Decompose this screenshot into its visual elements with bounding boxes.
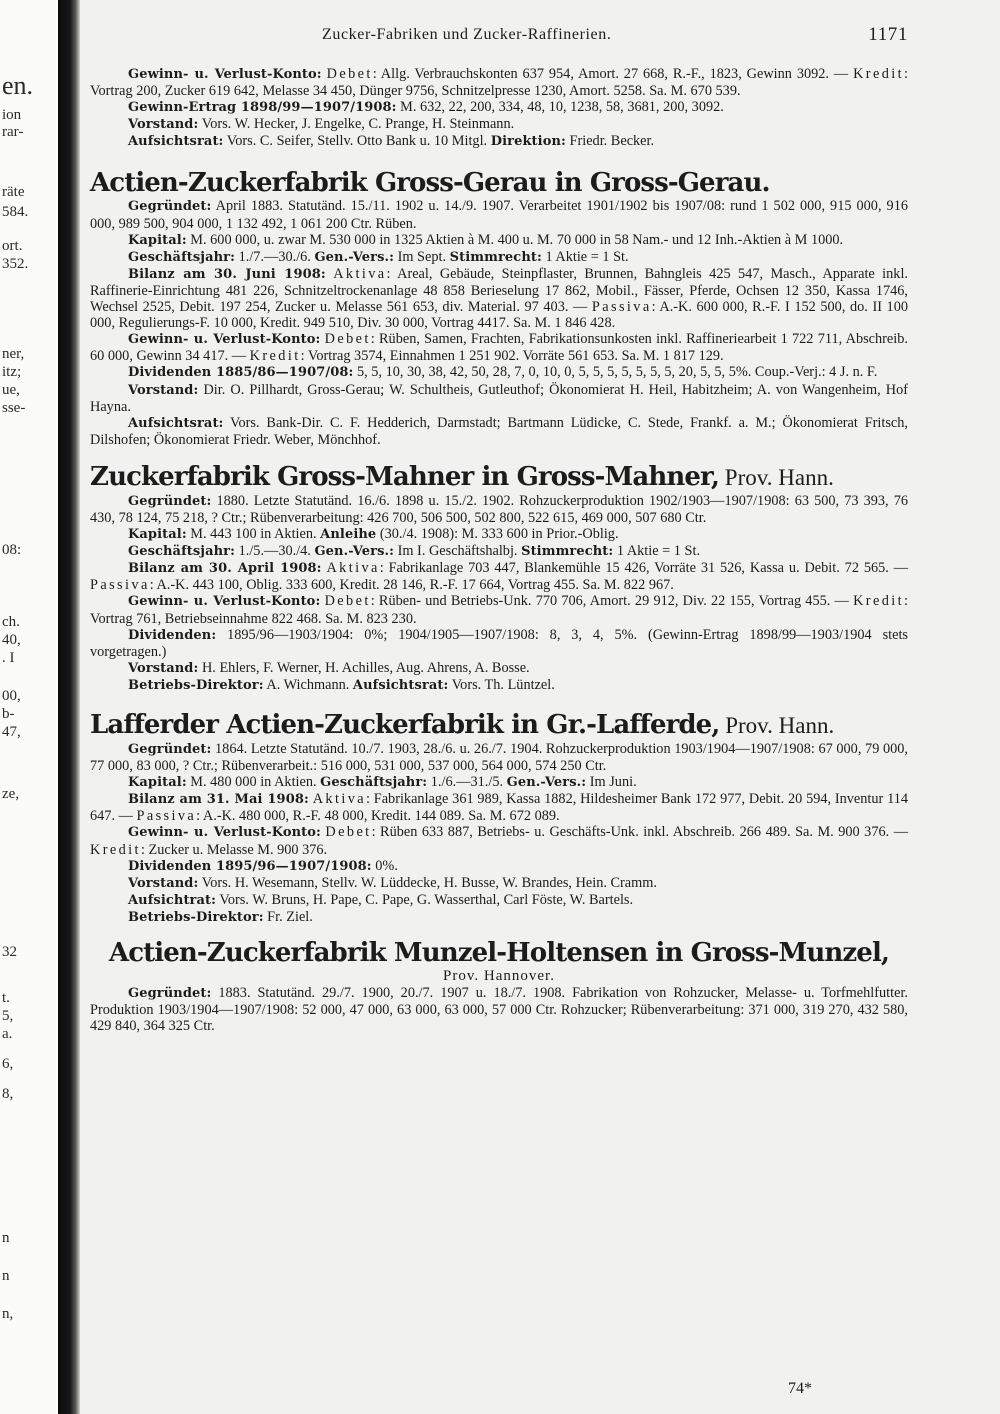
left-page-fragment: 08: (2, 542, 22, 558)
page-number: 1171 (868, 24, 908, 45)
field-text: Dir. O. Pillhardt, Gross-Gerau; W. Schultheis, Gutleuthof; Ökonomierat H. Heil, Habitzheim; A. von Wangenheim, Hof Hayna. (90, 381, 908, 415)
spaced-label: Debet (324, 331, 371, 348)
entry-paragraph (90, 858, 908, 875)
entry-paragraph (90, 133, 908, 150)
company-name: Actien-Zuckerfabrik Munzel-Holtensen in Gross-Munzel, (108, 938, 890, 969)
entry-paragraph (90, 266, 908, 331)
left-page-margin (0, 0, 58, 1414)
field-text: : Vortrag 761, Betriebseinnahme 822 468. Sa. M. 823 230. (90, 593, 908, 627)
spaced-label: Aktiva (326, 560, 380, 577)
field-text: Vors. C. Seifer, Stellv. Otto Bank u. 10 Mitgl. (223, 133, 491, 150)
page-body (90, 66, 908, 1034)
company-name: Lafferder Actien-Zuckerfabrik in Gr.-Lafferde, (90, 710, 720, 740)
entry-paragraph (90, 985, 908, 1034)
field-text: 1 Aktie = 1 St. (541, 248, 629, 265)
entry-paragraph (90, 627, 908, 660)
company-entry (90, 168, 908, 447)
entry-paragraph (90, 493, 908, 526)
field-text: : Rüben, Samen, Frachten, Fabrikationsunkosten inkl. Raffineriearbeit 1 722 711, Abschreib. 60 000, Gewinn 34 417. — (90, 331, 908, 365)
left-page-fragment: sse- (2, 400, 26, 416)
field-text: 1883. Statutänd. 29./7. 1900, 20./7. 1907 u. 18./7. 1908. Fabrikation von Rohzucker, Melasse- u. Torfmehlfutter. Produktion 1903/1904—1907/1908: 52 000, 47 000, 63 000, 63 000, 57 000 Ctr. Rohzucker; Rübenverarbeitung: 371 000, 319 270, 432 580, 429 840, 364 325 Ctr. (90, 985, 908, 1035)
left-page-fragment: . I (2, 650, 15, 666)
field-label: Gewinn-Ertrag 1898/99—1907/1908: (128, 100, 397, 116)
entry-paragraph (90, 526, 908, 543)
field-text: H. Ehlers, F. Werner, H. Achilles, Aug. Ahrens, A. Bosse. (198, 659, 530, 676)
left-page-fragment: b- (2, 706, 15, 722)
field-label: Gegründet: (128, 199, 212, 215)
company-heading (90, 710, 908, 741)
entry-paragraph (90, 249, 908, 266)
book-spine-shadow (58, 0, 80, 1414)
entry-paragraph (90, 415, 908, 448)
running-head-title: Zucker-Fabriken und Zucker-Raffinerien. (322, 26, 612, 43)
field-label: Bilanz am 30. Juni 1908: (128, 266, 326, 282)
field-label: Gewinn- u. Verlust-Konto: (128, 825, 321, 841)
field-text: : Vortrag 3574, Einnahmen 1 251 902. Vorräte 561 653. Sa. M. 1 817 129. (300, 348, 724, 365)
field-text: M. 443 100 in Aktien. (186, 526, 321, 543)
field-text: : A.-K. 600 000, R.-F. I 152 500, do. II 100 000, Regulierungs-F. 10 000, Kredit. 949 510, Div. 30 000, Vortrag 4417. Sa. M. 1 846 428. (90, 299, 909, 332)
field-label: Gewinn- u. Verlust-Konto: (128, 594, 321, 610)
spaced-label: Debet (326, 66, 373, 82)
field-label: Vorstand: (128, 875, 199, 891)
left-page-fragment: ion (2, 107, 22, 123)
field-label: Gen.-Vers.: (314, 544, 395, 560)
field-text: Vors. H. Wesemann, Stellv. W. Lüddecke, H. Busse, W. Brandes, Hein. Cramm. (198, 874, 657, 891)
company-entry (90, 66, 908, 150)
field-label: Geschäftsjahr: (128, 249, 236, 265)
field-label: Gewinn- u. Verlust-Konto: (128, 332, 321, 348)
field-text: 5, 5, 10, 30, 38, 42, 50, 28, 7, 0, 10, 0, 5, 5, 5, 5, 5, 5, 5, 20, 5, 5, 5%. Coup.-Verj.: 4 J. n. F. (353, 364, 878, 381)
entry-paragraph (90, 198, 908, 231)
field-label: Gegründet: (128, 742, 212, 757)
field-text: : Rüben- und Betriebs-Unk. 770 706, Amort. 29 912, Div. 22 155, Vortrag 455. — (370, 593, 854, 610)
field-text: A. Wichmann. (263, 676, 353, 693)
field-label: Dividenden: (128, 627, 217, 643)
field-text: Im I. Geschäftshalbj. (394, 543, 522, 560)
field-text: Vors. W. Hecker, J. Engelke, C. Prange, H. Steinmann. (198, 116, 515, 133)
left-page-fragment: 5, (2, 1008, 14, 1024)
left-page-fragment: 47, (2, 724, 21, 740)
field-label: Stimmrecht: (521, 544, 614, 560)
left-page-fragment: n (2, 1268, 10, 1284)
field-text: : Allg. Verbrauchskonten 637 954, Amort. 27 668, R.-F., 1823, Gewinn 3092. — (372, 66, 854, 82)
left-page-fragment: ch. (2, 614, 20, 630)
field-label: Aufsichtrat: (128, 892, 217, 908)
entry-paragraph (90, 892, 908, 909)
field-label: Geschäftsjahr: (320, 775, 428, 791)
entry-paragraph (90, 543, 908, 560)
company-heading (90, 938, 908, 968)
spaced-label: Passiva (591, 299, 652, 316)
field-label: Gen.-Vers.: (506, 775, 587, 791)
field-label: Dividenden 1895/96—1907/1908: (128, 858, 372, 874)
field-label: Vorstand: (128, 382, 199, 398)
field-text: 1 Aktie = 1 St. (613, 543, 701, 560)
page (90, 0, 908, 1414)
field-text: : A.-K. 480 000, R.-F. 48 000, Kredit. 144 089. Sa. M. 672 089. (196, 808, 560, 825)
left-page-fragment: n, (2, 1306, 14, 1322)
left-page-fragment: räte (2, 184, 25, 200)
field-label: Dividenden 1885/86—1907/08: (128, 365, 354, 381)
field-label: Vorstand: (128, 660, 199, 676)
field-text: 1./6.—31./5. (427, 774, 507, 791)
field-label: Gen.-Vers.: (314, 249, 395, 265)
spaced-label: Kredit (249, 348, 301, 365)
field-label: Betriebs-Direktor: (128, 677, 264, 693)
left-page-fragment: itz; (2, 364, 22, 380)
field-text: Vors. W. Bruns, H. Pape, C. Pape, G. Wasserthal, Carl Föste, W. Bartels. (216, 891, 634, 908)
field-label: Vorstand: (128, 117, 199, 133)
field-label: Betriebs-Direktor: (128, 909, 264, 925)
field-label: Bilanz am 31. Mai 1908: (128, 792, 309, 808)
field-text: 1895/96—1903/1904: 0%; 1904/1905—1907/1908: 8, 3, 4, 5%. (Gewinn-Ertrag 1898/99—1903/1904 stets vorgetragen.) (90, 626, 908, 660)
left-page-fragment: 40, (2, 632, 21, 648)
entry-paragraph (90, 741, 908, 774)
field-text: : Areal, Gebäude, Steinpflaster, Brunnen, Bahngleis 425 547, Masch., Apparate inkl. Raffinerie-Einrichtung 481 226, Schnitzeltrockenanlage 48 858 Berieselung 17 862, Mobil., Fässer, Pferde, Ochsen 12 350, Kassa 1746, Wechsel 2525, Debit. 197 254, Zucker u. Melasse 561 653, div. Material. 97 403. — (90, 265, 908, 316)
company-name: Actien-Zuckerfabrik Gross-Gerau in Gross-Gerau. (90, 168, 770, 199)
field-text: : A.-K. 443 100, Oblig. 333 600, Kredit. 28 146, R.-F. 17 664, Vortrag 455. Sa. M. 822 967. (149, 577, 674, 594)
spaced-label: Kredit (853, 66, 905, 82)
spaced-label: Aktiva (333, 265, 387, 282)
field-text: Friedr. Becker. (565, 133, 655, 150)
field-label: Kapital: (128, 775, 187, 791)
field-label: Aufsichtsrat: (352, 677, 449, 693)
field-label: Stimmrecht: (449, 249, 542, 265)
entry-paragraph (90, 66, 908, 99)
company-subtitle: Prov. Hannover. (443, 968, 555, 985)
field-text: M. 600 000, u. zwar M. 530 000 in 1325 Aktien à M. 400 u. M. 70 000 in 58 Nam.- und 12 Inh.-Aktien à M 1000. (186, 231, 844, 248)
field-text: : Vortrag 200, Zucker 619 642, Melasse 34 450, Dünger 9756, Schnitzelpresse 1230, Amort. 5258. Sa. M. 670 539. (90, 66, 908, 100)
field-label: Gegründet: (128, 986, 212, 1002)
entry-paragraph (90, 824, 908, 857)
left-page-fragment: 6, (2, 1056, 14, 1072)
field-label: Aufsichtsrat: (128, 415, 224, 431)
entry-paragraph (90, 560, 908, 593)
spaced-label: Debet (324, 593, 371, 610)
field-text: 1./7.—30./6. (235, 248, 315, 265)
field-text: M. 632, 22, 200, 334, 48, 10, 1238, 58, 3681, 200, 3092. (396, 99, 724, 116)
running-head (90, 24, 908, 46)
company-province: Prov. Hann. (719, 713, 835, 738)
left-page-fragment: n (2, 1230, 10, 1246)
left-page-fragment: ner, (2, 346, 25, 362)
left-page-fragment: a. (2, 1026, 13, 1042)
field-label: Geschäftsjahr: (128, 544, 236, 560)
field-label: Gewinn- u. Verlust-Konto: (128, 67, 322, 82)
company-heading (90, 462, 908, 493)
left-page-fragment: ue, (2, 382, 20, 398)
company-name: Zuckerfabrik Gross-Mahner in Gross-Mahner, (90, 461, 720, 492)
field-text: 1864. Letzte Statutänd. 10./7. 1903, 28./6. u. 26./7. 1904. Rohzuckerproduktion 1903/1904—1907/1908: 67 000, 79 000, 77 000, 83 000, ? Ctr.; Rübenverarbeit.: 516 000, 531 000, 537 000, 564 000, 574 250 Ctr. (90, 741, 908, 775)
field-label: Kapital: (128, 527, 187, 543)
field-text: 1880. Letzte Statutänd. 16./6. 1898 u. 15./2. 1902. Rohzuckerproduktion 1902/1903—1907/1908: 63 500, 73 393, 76 430, 78 124, 75 218, ? Ctr.; Rübenverarbeitung: 426 700, 506 500, 502 800, 522 615, 469 000, 507 680 Ctr. (90, 492, 908, 526)
entry-paragraph (90, 232, 908, 249)
field-text: April 1883. Statutänd. 15./11. 1902 u. 14./9. 1907. Verarbeitet 1901/1902 bis 1907/08: rund 1 502 000, 915 000, 916 000, 989 500, 904 000, 1 132 492, 1 061 200 Ctr. Rüben. (90, 198, 908, 232)
field-text: : Rüben 633 887, Betriebs- u. Geschäfts-Unk. inkl. Abschreib. 266 489. Sa. M. 900 376. — (371, 824, 908, 841)
entry-paragraph (90, 875, 908, 892)
entry-paragraph (90, 593, 908, 626)
left-page-fragment: 352. (2, 256, 29, 272)
field-text: : Fabrikanlage 361 989, Kassa 1882, Hildesheimer Bank 172 977, Debit. 20 594, Inventur 114 647. — (90, 791, 908, 825)
field-text: M. 480 000 in Aktien. (186, 774, 321, 791)
printer-signature-mark: 74* (788, 1380, 812, 1397)
field-label: Aufsichtsrat: (128, 134, 224, 150)
left-page-fragment: 00, (2, 688, 21, 704)
field-label: Direktion: (490, 134, 566, 150)
field-label: Anleihe (320, 527, 377, 543)
left-page-fragment: ze, (2, 786, 20, 802)
entry-paragraph (90, 774, 908, 791)
entry-paragraph (90, 331, 908, 364)
company-province: Prov. Hann. (719, 464, 834, 490)
left-page-fragment: rar- (2, 124, 24, 140)
field-text: Vors. Bank-Dir. C. F. Hedderich, Darmstadt; Bartmann Lüdicke, C. Stede, Frankf. a. M.; Ökonomierat Fritsch, Dilshofen; Ökonomierat Friedr. Weber, Mönchhof. (90, 414, 908, 448)
field-text: Fr. Ziel. (263, 908, 313, 925)
field-text: (30./4. 1908): M. 333 600 in Prior.-Oblig. (376, 526, 619, 543)
entry-paragraph (90, 677, 908, 694)
field-text: Im Juni. (586, 774, 637, 791)
entry-paragraph (90, 116, 908, 133)
field-text: Im Sept. (394, 248, 450, 265)
field-label: Gegründet: (128, 493, 212, 509)
spaced-label: Passiva (136, 808, 197, 825)
entry-paragraph (90, 909, 908, 926)
entry-paragraph (90, 660, 908, 677)
field-text: Vors. Th. Lüntzel. (448, 676, 555, 693)
entry-paragraph (90, 382, 908, 415)
spaced-label: Debet (325, 824, 372, 841)
entry-paragraph (90, 99, 908, 116)
company-heading (90, 168, 908, 198)
left-page-fragment: t. (2, 990, 10, 1006)
left-page-fragment: 8, (2, 1086, 14, 1102)
company-entry (90, 462, 908, 694)
spaced-label: Passiva (90, 577, 150, 594)
left-page-fragment: en. (2, 71, 34, 100)
spaced-label: Aktiva (312, 791, 366, 808)
left-page-fragment: 32 (2, 944, 17, 960)
field-text: : Fabrikanlage 703 447, Blankemühle 15 426, Vorräte 31 526, Kassa u. Debit. 72 565. — (379, 560, 909, 577)
entry-paragraph (90, 791, 908, 824)
field-label: Bilanz am 30. April 1908: (128, 561, 322, 577)
company-entry (90, 710, 908, 926)
field-text: 1./5.—30./4. (235, 543, 315, 560)
field-text: 0%. (371, 857, 398, 874)
spaced-label: Kredit (853, 593, 905, 610)
company-entry (90, 938, 908, 1034)
left-page-fragment: ort. (2, 238, 23, 254)
field-text: : Zucker u. Melasse M. 900 376. (140, 841, 328, 858)
spaced-label: Kredit (90, 841, 141, 858)
field-label: Kapital: (128, 232, 187, 248)
left-page-fragment: 584. (2, 204, 29, 220)
entry-paragraph (90, 364, 908, 381)
